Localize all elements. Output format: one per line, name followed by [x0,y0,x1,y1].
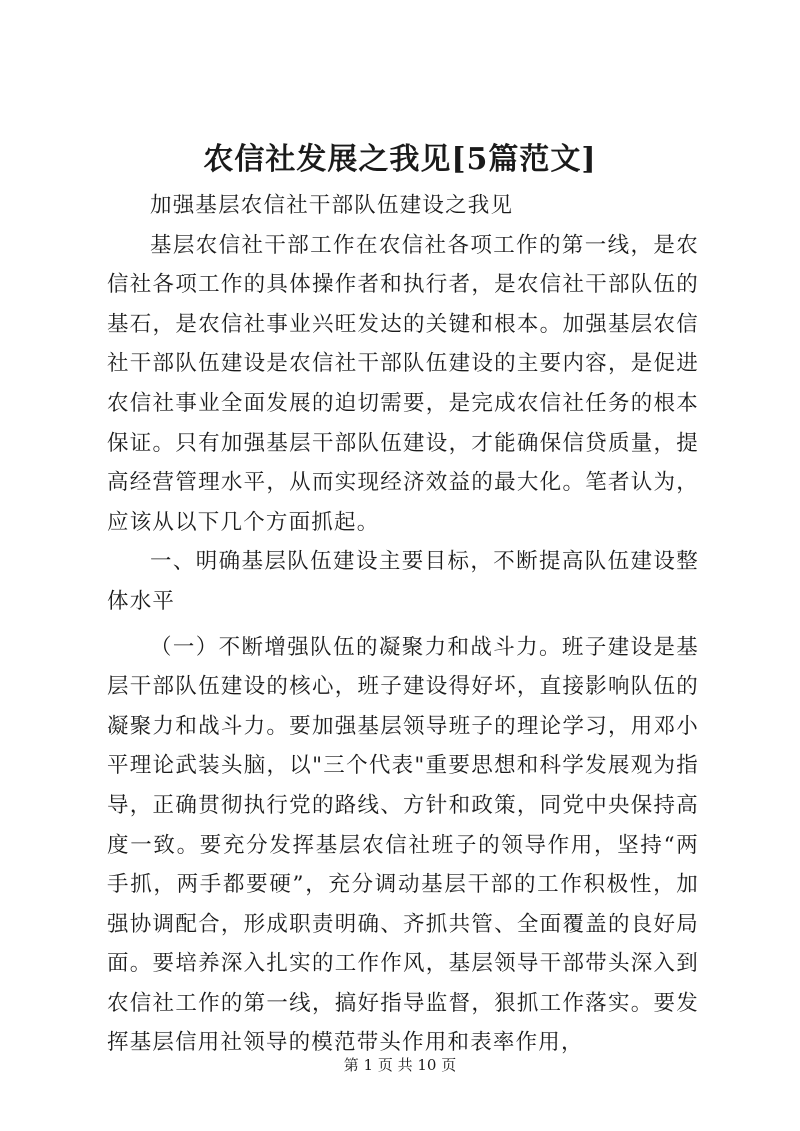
section-heading: 加强基层农信社干部队伍建设之我见 [150,193,514,218]
section-heading: 一、明确基层队伍建设主要目标，不断提高队伍建设整体水平 [107,549,699,614]
body-paragraph: （一）不断增强队伍的凝聚力和战斗力。班子建设是基层干部队伍建设的核心，班子建设得好坏，直接影响队伍的凝聚力和战斗力。要加强基层领导班子的理论学习，用邓小平理论武装头脑，以"三个代表"重要思想和科学发展观为指导，正确贯彻执行党的路线、方针和政策，同党中央保持高度一致。要充分发挥基层农信社班子的领导作用，坚持“两手抓，两手都要硬”，充分调动基层干部的工作积极性，加强协调配合，形成职责明确、齐抓共管、全面覆盖的良好局面。要培养深入扎实的工作作风，基层领导干部带头深入到农信社工作的第一线，搞好指导监督，狠抓工作落实。要发挥基层信用社领导的模范带头作用和表率作用， [107,634,699,1056]
page-footer: 第 1 页 共 10 页 [343,1056,457,1074]
document-title: 农信社发展之我见[5篇范文] [203,142,597,177]
body-paragraph: 基层农信社干部工作在农信社各项工作的第一线，是农信社各项工作的具体操作者和执行者，是农信社干部队伍的基石，是农信社事业兴旺发达的关键和根本。加强基层农信社干部队伍建设是农信社干部队伍建设的主要内容，是促进农信社事业全面发展的迫切需要，是完成农信社任务的根本保证。只有加强基层干部队伍建设，才能确保信贷质量，提高经营管理水平，从而实现经济效益的最大化。笔者认为，应该从以下几个方面抓起。 [107,232,699,535]
document-body [107,186,699,1063]
